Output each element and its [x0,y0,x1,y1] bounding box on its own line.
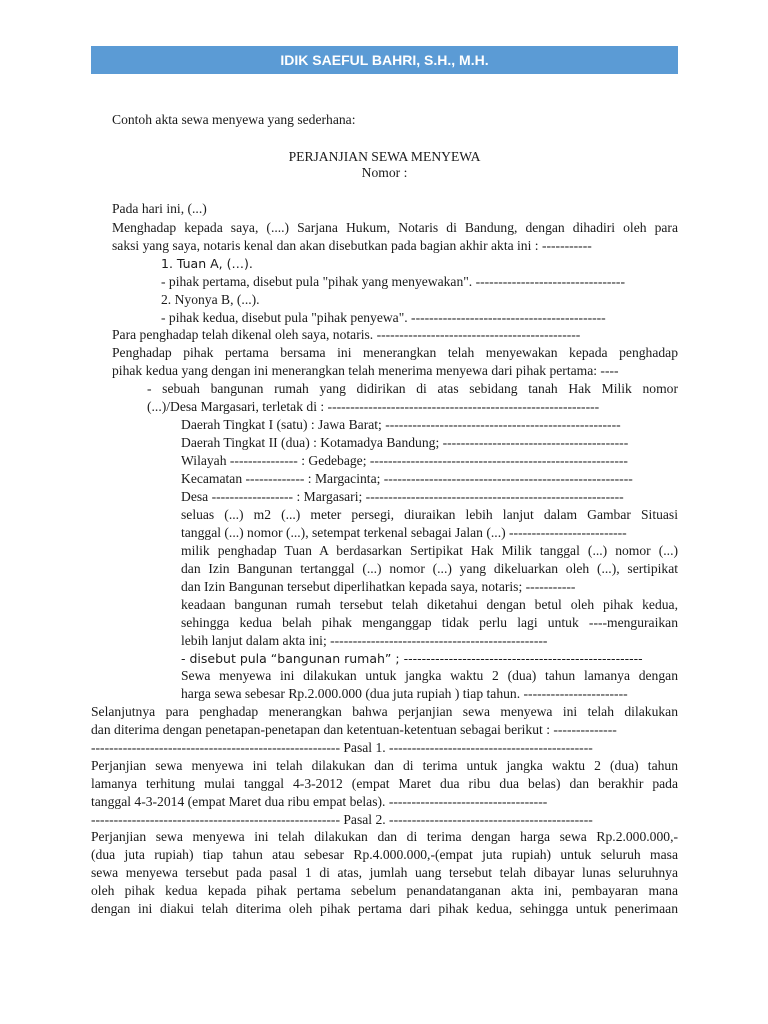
text-line: Daerah Tingkat II (dua) : Kotamadya Bandung; ----------------------------------------- [181,435,629,450]
article-2-heading: ------------------------------------------------------- Pasal 2. --------------------------------------------- [91,812,593,827]
text-line: keadaan bangunan rumah tersebut telah diketahui dengan betul oleh pihak kedua, [181,597,678,612]
text-line: tanggal (...) nomor (...), setempat terkenal sebagai Jalan (...) -------------------------- [181,525,627,540]
text-line: Menghadap kepada saya, (....) Sarjana Hukum, Notaris di Bandung, dengan dihadiri oleh para [112,220,678,235]
intro-text: Contoh akta sewa menyewa yang sederhana: [112,112,356,127]
text-line: 2. Nyonya B, (...). [161,292,260,307]
text-line: Kecamatan ------------- : Margacinta; ------------------------------------------------------- [181,471,633,486]
text-line: (dua juta rupiah) tiap tahun atau sebesar Rp.4.000.000,-(empat juta rupiah) untuk seluruh masa [91,847,678,862]
text-line: (...)/Desa Margasari, terletak di : ------------------------------------------------------------ [147,399,600,414]
document-title: PERJANJIAN SEWA MENYEWA [288,149,481,164]
text-line: dan Izin Bangunan tertanggal (...) nomor (...) yang dikeluarkan oleh (...), sertipikat [181,561,678,576]
text-line: - pihak kedua, disebut pula "pihak penyewa". ------------------------------------------- [161,310,606,325]
text-line: sehingga kedua belah pihak menganggap tidak perlu lagi untuk ----menguraikan [181,615,678,630]
text-line: tanggal 4-3-2014 (empat Maret dua ribu empat belas). ----------------------------------- [91,794,548,809]
text-line: saksi yang saya, notaris kenal dan akan disebutkan pada bagian akhir akta ini : ----------- [112,238,592,253]
text-line: Pada hari ini, (...) [112,201,207,216]
text-line: sewa menyewa tersebut pada pasal 1 di atas, jumlah uang tersebut telah dibayar lunas seluruhnya [91,865,678,880]
text-line: seluas (...) m2 (...) meter persegi, diuraikan lebih lanjut dalam Gambar Situasi [181,507,678,522]
text-line: dan Izin Bangunan tersebut diperlihatkan kepada saya, notaris; ----------- [181,579,576,594]
text-line: lamanya terhitung mulai tanggal 4-3-2012 (empat Maret dua ribu dua belas) dan berakhir pada [91,776,678,791]
text-line: pihak kedua yang dengan ini menerangkan telah menerima menyewa dari pihak pertama: ---- [112,363,619,378]
text-line: 1. Tuan A, (…). [161,256,253,271]
article-1-heading: ------------------------------------------------------- Pasal 1. --------------------------------------------- [91,740,593,755]
text-line: Daerah Tingkat I (satu) : Jawa Barat; ---------------------------------------------------- [181,417,621,432]
text-line: Para penghadap telah dikenal oleh saya, notaris. --------------------------------------------- [112,327,581,342]
text-line: Penghadap pihak pertama bersama ini menerangkan telah menyewakan kepada penghadap [112,345,678,360]
text-line: milik penghadap Tuan A berdasarkan Sertipikat Hak Milik tanggal (...) nomor (...) [181,543,678,558]
text-line: harga sewa sebesar Rp.2.000.000 (dua juta rupiah ) tiap tahun. ----------------------- [181,686,628,701]
text-line: - pihak pertama, disebut pula "pihak yang menyewakan". --------------------------------- [161,274,625,289]
text-line: Selanjutnya para penghadap menerangkan bahwa perjanjian sewa menyewa ini telah dilakukan [91,704,678,719]
text-line: - disebut pula “bangunan rumah” ; ----------------------------------------------------- [181,651,643,666]
text-line: Wilayah --------------- : Gedebage; --------------------------------------------------------- [181,453,628,468]
text-line: lebih lanjut dalam akta ini; ------------------------------------------------ [181,633,548,648]
text-line: oleh pihak kedua kepada pihak pertama sebelum penandatanganan akta ini, pembayaran mana [91,883,678,898]
page-header-title: IDIK SAEFUL BAHRI, S.H., M.H. [91,46,678,74]
text-line: dengan ini diakui telah diterima oleh pihak pertama dari pihak kedua, sehingga untuk penerimaan [91,901,678,916]
text-line: Perjanjian sewa menyewa ini telah dilakukan dan di terima untuk jangka waktu 2 (dua) tahun [91,758,678,773]
text-line: - sebuah bangunan rumah yang didirikan di atas sebidang tanah Hak Milik nomor [147,381,678,396]
text-line: Desa ------------------ : Margasari; --------------------------------------------------------- [181,489,624,504]
document-number: Nomor : [361,165,408,180]
text-line: Perjanjian sewa menyewa ini telah dilakukan dan di terima dengan harga sewa Rp.2.000.000,- [91,829,678,844]
text-line: Sewa menyewa ini dilakukan untuk jangka waktu 2 (dua) tahun lamanya dengan [181,668,678,683]
text-line: dan diterima dengan penetapan-penetapan dan ketentuan-ketentuan sebagai berikut : -------------- [91,722,617,737]
